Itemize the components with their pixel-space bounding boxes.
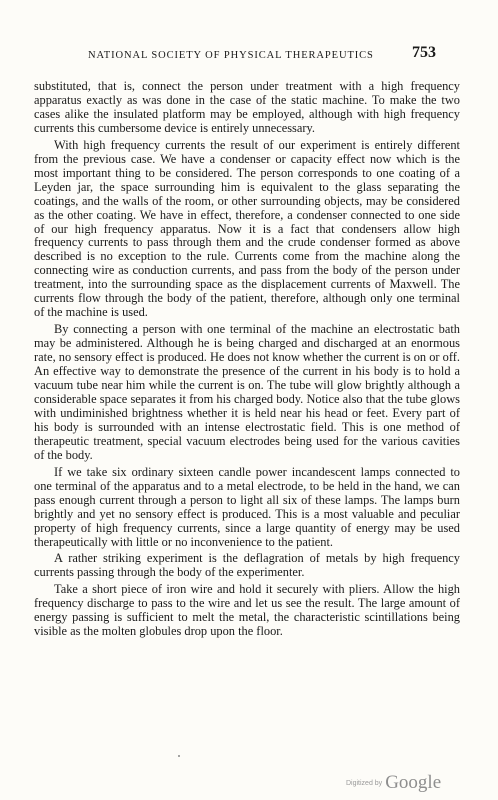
google-logo: Google bbox=[385, 772, 442, 793]
paragraph-iron-wire: Take a short piece of iron wire and hold it securely with pliers. Allow the high frequency discharge to pass to the wire and let us see the result. The large amount of energy passing is sufficient to melt the metal, the characteristic scintillations being visible as the molten globules drop upon the floor. bbox=[34, 582, 460, 639]
running-head: NATIONAL SOCIETY OF PHYSICAL THERAPEUTICS bbox=[88, 50, 374, 61]
paragraph-deflagration: A rather striking experiment is the deflagration of metals by high frequency currents passing through the body of the experimenter. bbox=[34, 551, 460, 580]
article-body bbox=[34, 80, 460, 642]
page-number: 753 bbox=[412, 44, 436, 61]
watermark-prefix: Digitized by bbox=[346, 780, 383, 787]
paragraph-continued: substituted, that is, connect the person under treatment with a high frequency apparatus exactly as was done in the case of the static machine. To make the two cases alike the insulated platform may be employed, although with high frequency currents this cumbersome device is entirely unnecessary. bbox=[34, 79, 460, 135]
paragraph-incandescent-lamps: If we take six ordinary sixteen candle power incandescent lamps connected to one terminal of the apparatus and to a metal electrode, to be held in the hand, we can pass enough current through a person to light all six of these lamps. The lamps burn brightly and yet no sensory effect is produced. This is a most valuable and peculiar property of high frequency currents, since a large quantity of energy may be used therapeutically with little or no inconvenience to the patient. bbox=[34, 464, 460, 549]
digitized-watermark bbox=[346, 772, 441, 794]
scan-speck bbox=[178, 755, 180, 757]
paragraph-condenser-effect: With high frequency currents the result of our experiment is entirely different from the previous case. We have a condenser or capacity effect now which is the most important thing to be considered. The person corresponds to one coating of a Leyden jar, the space surrounding him is equivalent to the glass separating the coatings, and the walls of the room, or other surrounding objects, may be considered as the other coating. We have in effect, therefore, a condenser connected to one side of our high frequency apparatus. Now it is a fact that condensers allow high frequency currents to pass through them and the crude condenser formed as above described is no exception to the rule. Currents come from the machine along the connecting wire as conduction currents, and pass from the body of the person under treatment, into the surrounding space as the displacement currents of Maxwell. The currents flow through the body of the patient, therefore, although only one terminal of the machine is used. bbox=[34, 137, 460, 320]
paragraph-electrostatic-bath: By connecting a person with one terminal of the machine an electrostatic bath may be administered. Although he is being charged and discharged at an enormous rate, no sensory effect is produced. He does not know whether the current is on or off. An effective way to demonstrate the presence of the current in his body is to hold a vacuum tube near him while the current is on. The tube will glow brightly although a considerable space separates it from his charged body. Notice also that the tube glows with undiminished brightness whether it is held near his head or feet. Every part of his body is surrounded with an intense electrostatic field. This is one method of therapeutic treatment, special vacuum electrodes being used for the various cavities of the body. bbox=[34, 322, 460, 462]
